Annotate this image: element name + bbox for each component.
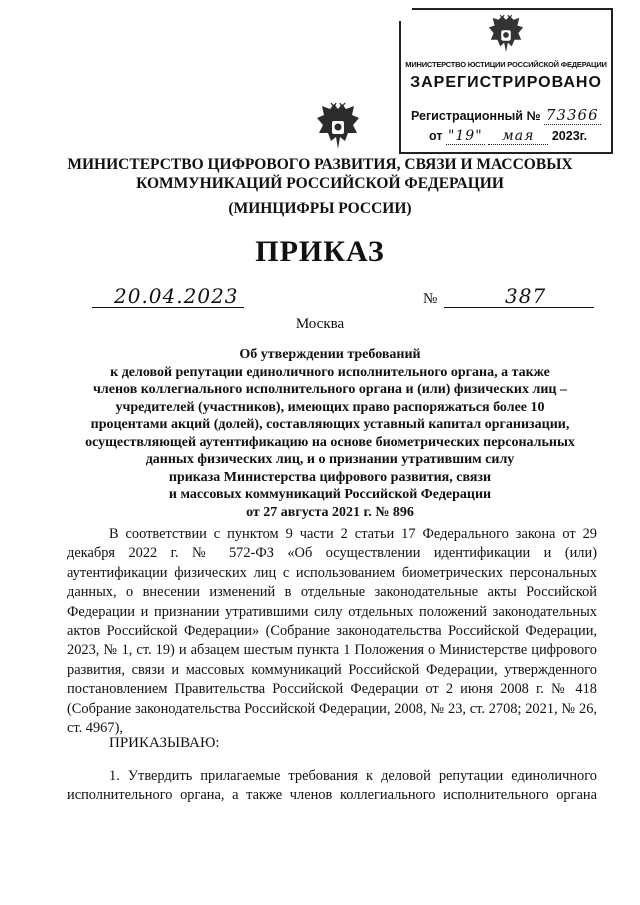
preamble-block <box>67 525 597 738</box>
subject-line: Об утверждении требований <box>239 347 421 362</box>
item-1-paragraph: 1. Утвердить прилагаемые требования к деловой репутации единоличного исполнительного органа, а также членов коллегиального исполнительного органа <box>67 768 597 804</box>
coat-of-arms-icon <box>487 14 525 56</box>
ministry-title-line1: МИНИСТЕРСТВО ЦИФРОВОГО РАЗВИТИЯ, СВЯЗИ И МАССОВЫХ <box>67 156 573 173</box>
subject-line: членов коллегиального исполнительного органа и (или) физических лиц – <box>93 382 567 397</box>
stamp-status: ЗАРЕГИСТРИРОВАНО <box>410 74 602 91</box>
preamble-paragraph: В соответствии с пунктом 9 части 2 статьи 17 Федерального закона от 29 декабря 2022 г. № 572-ФЗ «Об осуществлении идентификации и (или) аутентификации физических лиц с использованием биометрических персональных данных, о внесении изменений в отдельные законодательные акты Российской Федерации и признании утратившими силу отдельных положений законодательных актов Российской Федерации» (Собрание законодательства Российской Федерации, 2023, № 1, ст. 19) и абзацем шестым пункта 1 Положения о Министерстве цифрового развития, связи и массовых коммуникаций Российской Федерации, утвержденного постановлением Правительства Российской Федерации от 2 июня 2008 г. № 418 (Собрание законодательства Российской Федерации, 2008, № 23, ст. 2708; 2021, № 26, ст. 4967), <box>67 526 597 737</box>
stamp-registration-number <box>411 106 601 124</box>
subject-line: приказа Министерства цифрового развития, связи <box>168 469 492 485</box>
document-type: ПРИКАЗ <box>255 235 385 268</box>
date-underline <box>92 307 244 308</box>
order-date: 20.04.2023 <box>114 284 239 308</box>
order-number-label: № <box>423 291 438 307</box>
subject-line: процентами акций (долей), составляющих уставный капитал организации, <box>90 417 570 432</box>
city: Москва <box>295 316 345 332</box>
item-1-block <box>67 767 597 806</box>
stamp-date <box>429 128 587 144</box>
stamp-ministry-name: МИНИСТЕРСТВО ЮСТИЦИИ РОССИЙСКОЙ ФЕДЕРАЦИИ <box>405 60 607 69</box>
subject-line: и массовых коммуникаций Российской Федерации <box>168 487 492 502</box>
ministry-short-name: (МИНЦИФРЫ РОССИИ) <box>228 200 412 217</box>
stamp-date-year: 2023г. <box>551 129 588 143</box>
stamp-date-prefix: от <box>429 129 443 143</box>
registration-stamp <box>399 8 613 154</box>
subject-line: данных физических лиц, и о признании утратившим силу <box>145 452 515 467</box>
subject-line: осуществляющей аутентификацию на основе биометрических персональных <box>85 434 575 450</box>
order-subject <box>40 346 620 521</box>
stamp-reg-value: 73366 <box>545 106 599 124</box>
ministry-title-line2: КОММУНИКАЦИЙ РОССИЙСКОЙ ФЕДЕРАЦИИ <box>136 175 504 192</box>
stamp-reg-label: Регистрационный № <box>411 109 541 123</box>
coat-of-arms-icon <box>315 102 361 152</box>
subject-line: от 27 августа 2021 г. № 896 <box>246 504 414 520</box>
stamp-date-month: мая <box>488 128 548 145</box>
order-number: 387 <box>505 284 547 308</box>
stamp-date-day: "19" <box>447 128 483 144</box>
order-directive: ПРИКАЗЫВАЮ: <box>109 735 220 751</box>
subject-line: к деловой репутации единоличного исполнительного органа, а также <box>110 364 550 380</box>
subject-line: учредителей (участников), имеющих право распоряжаться более 10 <box>115 399 545 415</box>
number-underline <box>444 307 594 308</box>
